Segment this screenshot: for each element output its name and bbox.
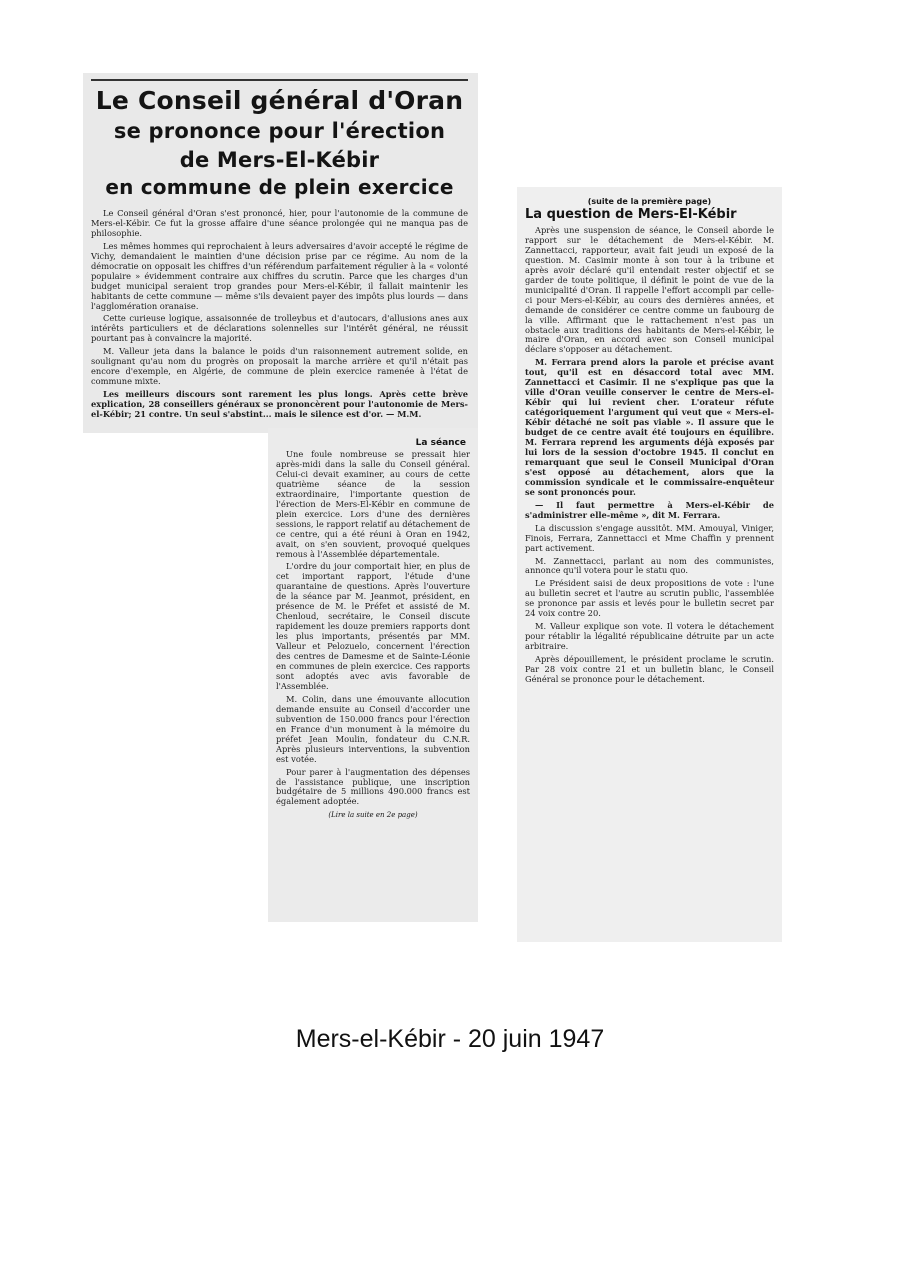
body-paragraph: Après dépouillement, le président proclame le scrutin. Par 28 voix contre 21 et un bulletin blanc, le Conseil Général se prononce pour le détachement.	[525, 654, 774, 684]
section-title: La séance	[415, 438, 466, 448]
section-body	[276, 450, 470, 807]
left-article-column	[268, 428, 478, 922]
article-lede	[91, 209, 468, 420]
body-paragraph: M. Zannettacci, parlant au nom des communistes, annonce qu'il votera pour le statu quo.	[525, 555, 774, 576]
body-paragraph: Pour parer à l'augmentation des dépenses de l'assistance publique, une inscription budgétaire de 5 millions 490.000 francs est également adoptée.	[276, 766, 470, 807]
left-article-clipping	[83, 73, 478, 433]
body-paragraph: M. Colin, dans une émouvante allocution demande ensuite au Conseil d'accorder une subvention de 150.000 francs pour l'érection en France d'un monument à la mémoire du préfet Jean Moulin, fondateur du C.N.R. Après plusieurs interventions, la subvention est votée.	[276, 693, 470, 764]
body-paragraph: M. Ferrara prend alors la parole et précise avant tout, qu'il est en désaccord total avec MM. Zannettacci et Casimir. Il ne s'explique pas que la ville d'Oran veuille conserver le centre de Mers-el-Kébir qui lui revient cher. L'orateur réfute catégoriquement l'argument qui veut que « Mers-el-Kébir détaché ne soit pas viable ». Il assure que le budget de ce centre avait été toujours en équilibre. M. Ferrara reprend les arguments déjà exposés par lui lors de la session d'octobre 1945. Il conclut en remarquant que seul le Conseil Municipal d'Oran s'est opposé au détachement, alors que la commission syndicale et le commissaire-enquêteur se sont prononcés pour.	[525, 357, 774, 497]
continue-note: (Lire la suite en 2e page)	[328, 811, 418, 820]
body-paragraph: La discussion s'engage aussitôt. MM. Amouyal, Viniger, Finois, Ferrara, Zannettacci et Mme Chaffin y prennent part activement.	[525, 522, 774, 553]
body-paragraph: M. Valleur explique son vote. Il votera le détachement pour rétablir la légalité républicaine détruite par un acte arbitraire.	[525, 621, 774, 652]
body-paragraph: Le Président saisi de deux propositions de vote : l'une au bulletin secret et l'autre au scrutin public, l'assemblée se prononce par assis et levés pour le bulletin secret par 24 voix contre 20.	[525, 578, 774, 619]
lede-paragraph: Les meilleurs discours sont rarement les plus longs. Après cette brève explication, 28 conseillers généraux se prononcèrent pour l'autonomie de Mers-el-Kébir; 21 contre. Un seul s'abstint... mais le silence est d'or. — M.M.	[91, 389, 468, 420]
lede-paragraph: Le Conseil général d'Oran s'est prononcé, hier, pour l'autonomie de la commune de Mers-el-Kébir. Ce fut la grosse affaire d'une séance prolongée qui ne manqua pas de philosophie.	[91, 207, 468, 238]
right-article-clipping	[517, 187, 782, 942]
body-paragraph: Après une suspension de séance, le Conseil aborde le rapport sur le détachement de Mers-el-Kébir. M. Zannettacci, rapporteur, avait fait jeudi un exposé de la question. M. Casimir monte à son tour à la tribune et après avoir déclaré qu'il entendait rester objectif et se garder de toute politique, il définit le point de vue de la municipalité d'Oran. Il rappelle l'effort accompli par celle-ci pour Mers-el-Kébir, au cours des dernières années, et demande de considérer ce centre comme un faubourg de la ville. Affirmant que le rattachement n'est pas un obstacle aux traditions des habitants de Mers-el-Kébir, le maire d'Oran, en accord avec son Conseil municipal déclare s'opposer au détachement.	[525, 225, 774, 355]
lede-paragraph: Les mêmes hommes qui reprochaient à leurs adversaires d'avoir accepté le régime de Vichy, demandaient le maintien d'une décision prise par ce régime. Au nom de la démocratie on opposait les chiffres d'un référendum parfaitement régulier à la « volonté populaire » évidemment contraire aux chiffres du scrutin. Parce que les charges d'un budget municipal seraient trop grandes pour Mers-el-Kébir, il fallait maintenir les habitants de cette commune — même s'ils devaient payer des impôts plus lourds — dans l'agglomération oranaise.	[91, 240, 468, 311]
headline-line-2: se prononce pour l'érection	[113, 119, 446, 143]
lede-paragraph: M. Valleur jeta dans la balance le poids d'un raisonnement autrement solide, en soulignant qu'au nom du progrès on proposait la marche arrière et qu'il n'était pas encore d'exemple, en Algérie, de commune de plein exercice ramenée à l'état de commune mixte.	[91, 346, 468, 387]
headline-line-3: de Mers-El-Kébir	[179, 147, 380, 172]
headline-line-4: en commune de plein exercice	[105, 175, 454, 200]
headline-rule	[91, 79, 468, 81]
body-paragraph: Une foule nombreuse se pressait hier après-midi dans la salle du Conseil général. Celui-ci devait examiner, au cours de cette quatrième séance de la session extraordinaire, l'importante question de l'érection de Mers-El-Kébir en commune de plein exercice. Lors d'une des dernières sessions, le rapport relatif au détachement de ce centre, qui a été réuni à Oran en 1942, avait, on s'en souvient, provoqué quelques remous à l'Assemblée départementale.	[276, 449, 470, 559]
headline-line-1: Le Conseil général d'Oran	[95, 86, 464, 115]
continuation-label: (suite de la première page)	[587, 197, 712, 206]
body-paragraph: L'ordre du jour comportait hier, en plus de cet important rapport, l'étude d'une quarantaine de questions. Après l'ouverture de la séance par M. Jeanmot, président, en présence de M. le Préfet et assisté de M. Chenloud, secrétaire, le Conseil discute rapidement les douze premiers rapports dont les plus importants, présentés par MM. Valleur et Pelozuelo, concernent l'érection des centres de Damesme et de Sainte-Léonie en communes de plein exercice. Ces rapports sont adoptés avec avis favorable de l'Assemblée.	[276, 561, 470, 691]
body-paragraph: — Il faut permettre à Mers-el-Kébir de s'administrer elle-même », dit M. Ferrara.	[525, 499, 774, 520]
right-article-body	[525, 226, 774, 685]
page-caption: Mers-el-Kébir - 20 juin 1947	[295, 1025, 605, 1053]
right-article-title: La question de Mers-El-Kébir	[525, 207, 737, 222]
lede-paragraph: Cette curieuse logique, assaisonnée de trolleybus et d'autocars, d'allusions anes aux intérêts particuliers et de déclarations solennelles sur l'intérêt général, ne réussit pourtant pas à convaincre la majorité.	[91, 313, 468, 344]
